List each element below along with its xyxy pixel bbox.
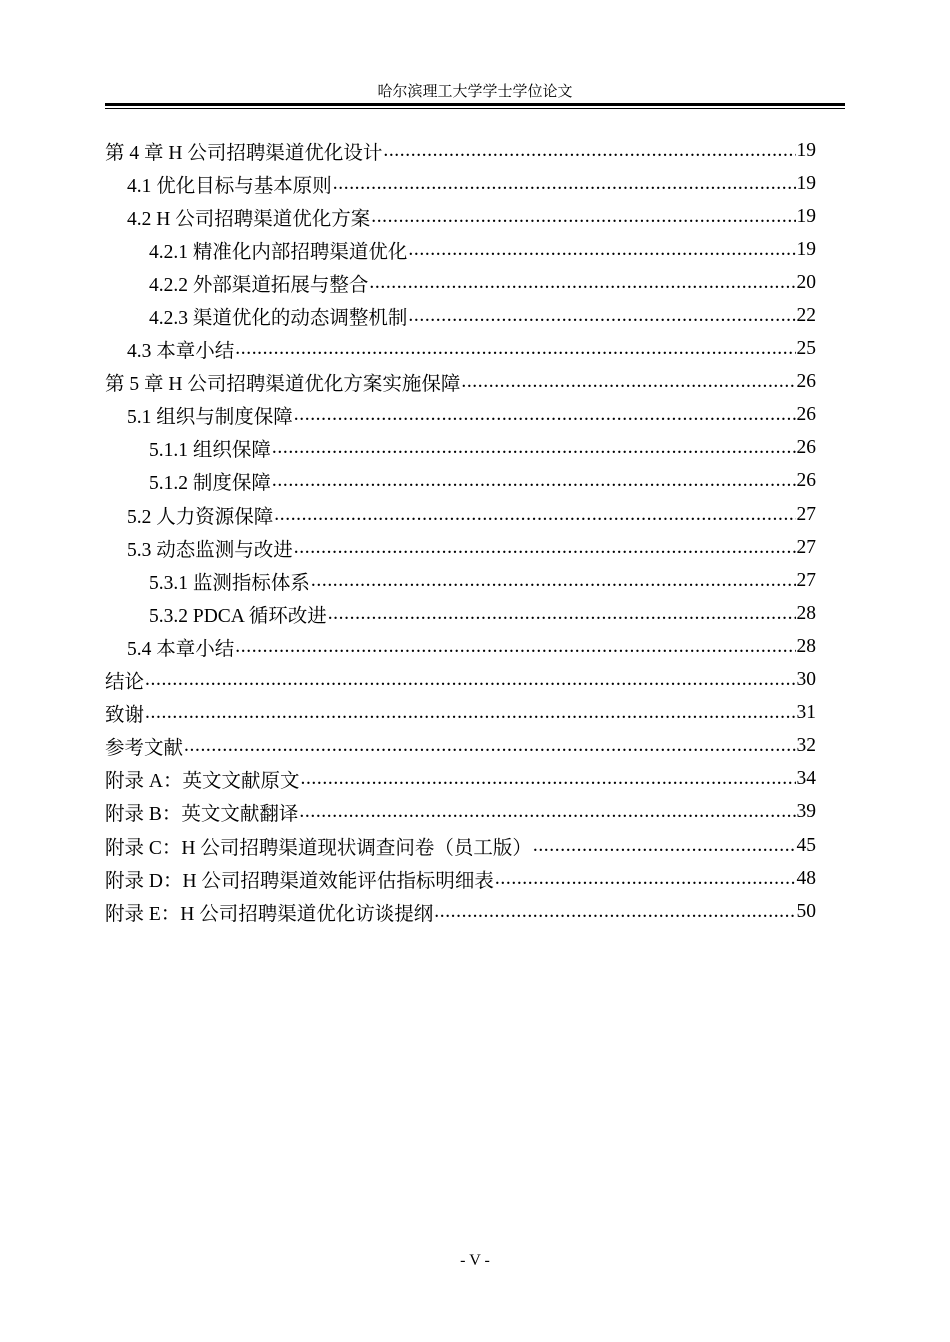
toc-entry-page: 28 [796,635,816,657]
toc-entry-label: 4.2.2 外部渠道拓展与整合 [149,274,369,296]
toc-entry[interactable] [105,167,816,200]
toc-entry[interactable] [105,597,816,630]
toc-entry[interactable] [105,895,816,928]
toc-entry-label: 5.3.2 PDCA 循环改进 [149,605,327,627]
toc-dot-leader [434,900,795,924]
toc-entry-label: 5.3.1 监测指标体系 [149,572,310,594]
toc-dot-leader [235,635,795,659]
toc-entry-page: 25 [796,338,816,360]
toc-entry-label: 4.1 优化目标与基本原则 [127,175,332,197]
toc-entry[interactable] [105,730,816,763]
toc-entry-page: 30 [796,669,816,691]
toc-entry-page: 19 [796,205,816,227]
toc-dot-leader [408,304,795,328]
header-rule-thin [105,108,845,109]
toc-entry[interactable] [105,465,816,498]
toc-entry[interactable] [105,630,816,663]
toc-entry-page: 50 [796,900,816,922]
toc-entry-label: 第 4 章 H 公司招聘渠道优化设计 [105,142,383,164]
toc-entry-page: 45 [796,834,816,856]
toc-entry[interactable] [105,299,816,332]
toc-entry-label: 附录 B：英文文献翻译 [105,804,299,826]
toc-entry-page: 27 [796,536,816,558]
running-header: 哈尔滨理工大学学士学位论文 [377,84,573,100]
toc-dot-leader [333,172,796,196]
toc-entry-label: 附录 C：H 公司招聘渠道现状调查问卷（员工版） [105,837,532,859]
toc-entry-label: 5.2 人力资源保障 [127,506,274,528]
toc-entry-label: 4.2 H 公司招聘渠道优化方案 [127,208,371,230]
toc-entry[interactable] [105,862,816,895]
toc-entry-page: 22 [796,305,816,327]
toc-dot-leader [184,734,795,758]
toc-entry[interactable] [105,763,816,796]
toc-entry-label: 参考文献 [105,738,184,760]
toc-dot-leader [235,337,795,361]
toc-entry-page: 20 [796,271,816,293]
toc-entry-page: 19 [796,139,816,161]
toc-dot-leader [299,800,795,824]
page-number: - V - [460,1252,490,1269]
toc-entry-label: 第 5 章 H 公司招聘渠道优化方案实施保障 [105,374,461,396]
table-of-contents [105,134,816,928]
toc-entry[interactable] [105,432,816,465]
toc-entry-page: 28 [796,602,816,624]
toc-dot-leader [328,602,796,626]
toc-entry-label: 附录 D：H 公司招聘渠道效能评估指标明细表 [105,870,494,892]
toc-entry-page: 26 [796,470,816,492]
toc-entry-page: 19 [796,172,816,194]
toc-entry-label: 5.3 动态监测与改进 [127,539,293,561]
toc-entry[interactable] [105,399,816,432]
toc-entry[interactable] [105,796,816,829]
toc-dot-leader [294,536,796,560]
toc-entry[interactable] [105,829,816,862]
toc-entry[interactable] [105,498,816,531]
toc-entry-label: 结论 [105,672,145,694]
toc-dot-leader [145,701,795,725]
toc-entry[interactable] [105,134,816,167]
toc-dot-leader [311,569,796,593]
toc-dot-leader [294,403,796,427]
toc-dot-leader [383,139,795,163]
toc-entry[interactable] [105,333,816,366]
toc-entry-label: 致谢 [105,705,145,727]
toc-dot-leader [533,834,796,858]
header-rule-thick [105,103,845,106]
toc-dot-leader [274,503,795,527]
toc-entry-label: 附录 A：英文文献原文 [105,771,300,793]
toc-entry-page: 27 [796,569,816,591]
toc-entry[interactable] [105,697,816,730]
toc-entry-page: 31 [796,702,816,724]
toc-dot-leader [272,469,796,493]
toc-dot-leader [371,205,795,229]
toc-entry-label: 5.4 本章小结 [127,638,235,660]
toc-dot-leader [461,370,795,394]
toc-entry-label: 4.2.1 精准化内部招聘渠道优化 [149,241,408,263]
toc-entry[interactable] [105,664,816,697]
toc-entry[interactable] [105,366,816,399]
toc-entry-page: 19 [796,238,816,260]
toc-entry[interactable] [105,200,816,233]
toc-dot-leader [272,436,796,460]
toc-entry-label: 4.2.3 渠道优化的动态调整机制 [149,308,408,330]
toc-entry-label: 附录 E：H 公司招聘渠道优化访谈提纲 [105,903,434,925]
toc-entry-page: 34 [796,768,816,790]
toc-entry-label: 5.1.1 组织保障 [149,440,271,462]
toc-entry[interactable] [105,266,816,299]
toc-entry[interactable] [105,531,816,564]
toc-entry[interactable] [105,233,816,266]
toc-dot-leader [408,238,795,262]
toc-entry-page: 26 [796,371,816,393]
toc-entry-label: 4.3 本章小结 [127,341,235,363]
toc-entry-page: 26 [796,437,816,459]
toc-entry[interactable] [105,564,816,597]
toc-entry-page: 32 [796,735,816,757]
toc-dot-leader [145,668,795,692]
toc-entry-page: 48 [796,867,816,889]
toc-dot-leader [495,867,796,891]
toc-entry-label: 5.1.2 制度保障 [149,473,271,495]
toc-dot-leader [300,767,795,791]
toc-entry-page: 39 [796,801,816,823]
toc-entry-page: 26 [796,404,816,426]
toc-entry-page: 27 [796,503,816,525]
toc-dot-leader [369,271,795,295]
toc-entry-label: 5.1 组织与制度保障 [127,407,293,429]
